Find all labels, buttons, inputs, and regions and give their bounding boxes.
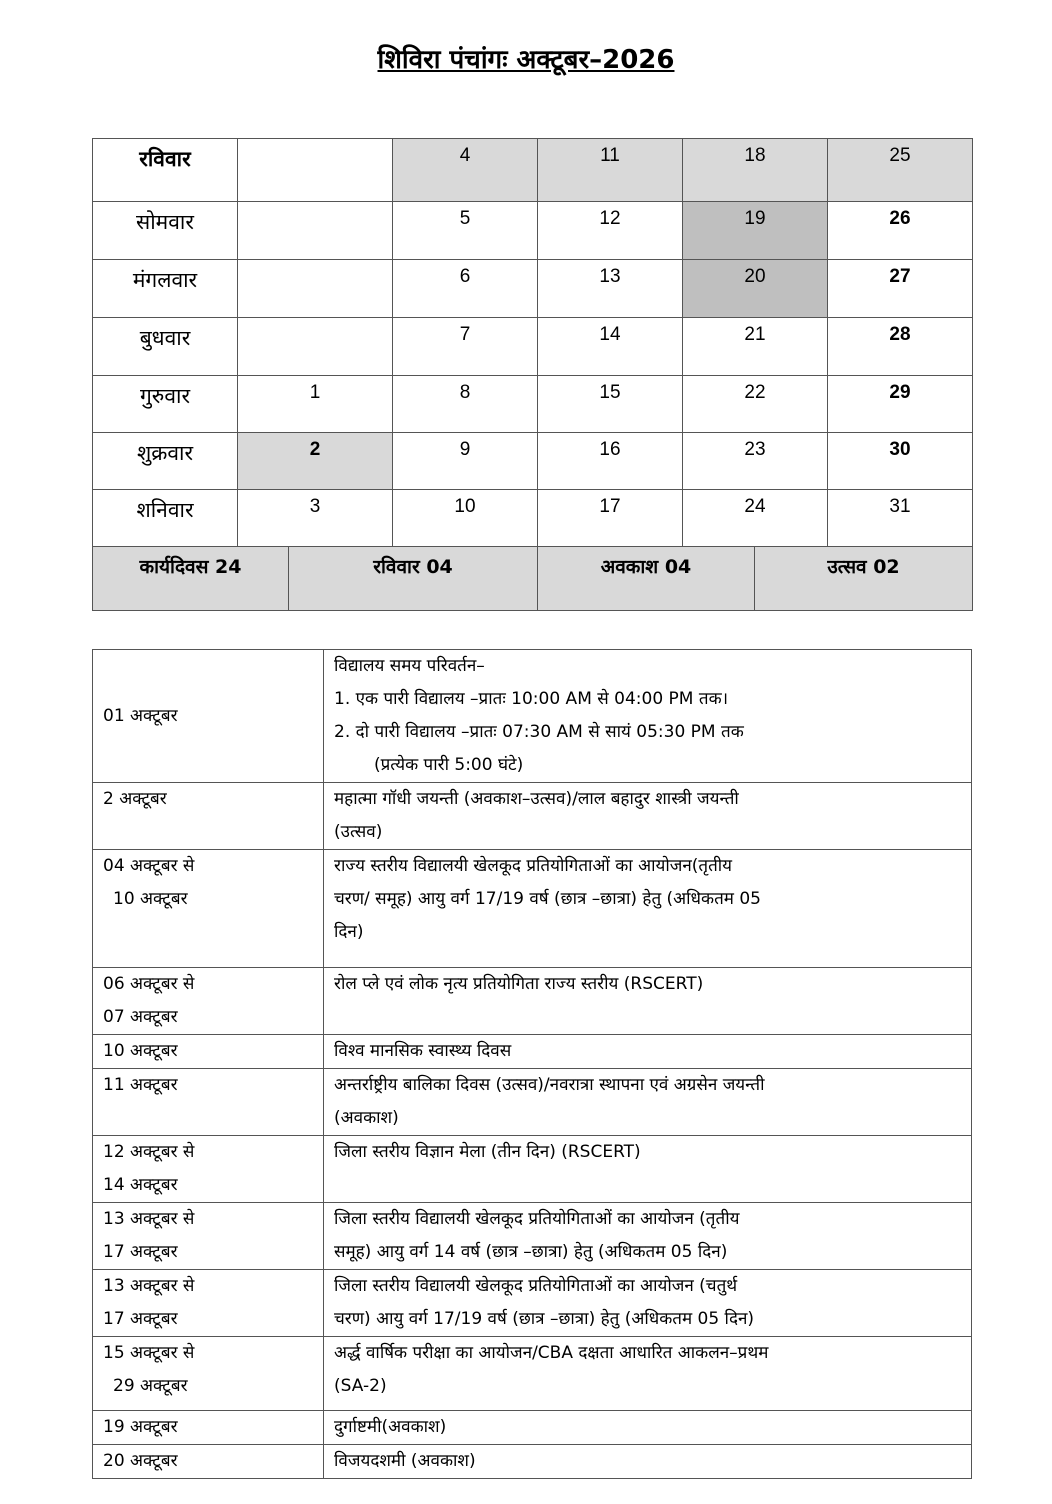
calendar-date-cell xyxy=(238,202,393,260)
event-row xyxy=(93,1035,972,1069)
calendar-date-cell: 19 xyxy=(683,202,828,260)
calendar-date-cell: 17 xyxy=(538,490,683,547)
weekday-label: शनिवार xyxy=(93,490,238,547)
event-description xyxy=(324,1411,972,1445)
calendar-date-cell: 13 xyxy=(538,260,683,318)
event-date-line: 19 अक्टूबर xyxy=(103,1417,178,1437)
calendar-row xyxy=(93,318,973,376)
calendar-date-cell: 23 xyxy=(683,433,828,490)
calendar-date-cell: 27 xyxy=(828,260,973,318)
calendar-date-cell: 2 xyxy=(238,433,393,490)
event-row xyxy=(93,1203,972,1270)
event-description-line: 2. दो पारी विद्यालय –प्रातः 07:30 AM से सायं 05:30 PM तक xyxy=(334,722,744,742)
event-date-line: 04 अक्टूबर से xyxy=(103,856,195,876)
calendar-date-cell: 18 xyxy=(683,139,828,202)
event-description-line: चरण/ समूह) आयु वर्ग 17/19 वर्ष (छात्र –छात्रा) हेतु (अधिकतम 05 xyxy=(334,889,761,909)
calendar-date-cell: 4 xyxy=(393,139,538,202)
event-date xyxy=(93,650,324,783)
event-row xyxy=(93,1270,972,1337)
weekday-label: सोमवार xyxy=(93,202,238,260)
event-row xyxy=(93,968,972,1035)
event-date xyxy=(93,1445,324,1479)
event-description-line: दुर्गाष्टमी(अवकाश) xyxy=(334,1417,447,1437)
event-date-line: 17 अक्टूबर xyxy=(103,1309,178,1329)
event-date xyxy=(93,783,324,850)
weekday-label: बुधवार xyxy=(93,318,238,376)
event-description-line: विद्यालय समय परिवर्तन– xyxy=(334,656,485,676)
calendar-date-cell: 28 xyxy=(828,318,973,376)
calendar-date-cell: 1 xyxy=(238,376,393,433)
calendar-summary xyxy=(92,546,973,611)
calendar-date-cell: 26 xyxy=(828,202,973,260)
event-description-line: विजयदशमी (अवकाश) xyxy=(334,1451,476,1471)
calendar-date-cell xyxy=(238,260,393,318)
event-date xyxy=(93,1069,324,1136)
calendar-date-cell: 11 xyxy=(538,139,683,202)
event-date-line: 15 अक्टूबर से xyxy=(103,1343,195,1363)
summary-workdays: कार्यदिवस 24 xyxy=(93,547,289,611)
event-description-line: समूह) आयु वर्ग 14 वर्ष (छात्र –छात्रा) हेतु (अधिकतम 05 दिन) xyxy=(334,1242,728,1262)
event-date-line: 01 अक्टूबर xyxy=(103,705,178,726)
calendar-date-cell: 24 xyxy=(683,490,828,547)
event-description-line: अर्द्ध वार्षिक परीक्षा का आयोजन/CBA दक्षता आधारित आकलन–प्रथम xyxy=(334,1343,769,1363)
calendar-row xyxy=(93,433,973,490)
event-description xyxy=(324,1445,972,1479)
event-description-line: जिला स्तरीय विद्यालयी खेलकूद प्रतियोगिताओं का आयोजन (चतुर्थ xyxy=(334,1276,738,1296)
event-date-line: 13 अक्टूबर से xyxy=(103,1276,195,1296)
event-date-line: 12 अक्टूबर से xyxy=(103,1142,195,1162)
event-date-line: 07 अक्टूबर xyxy=(103,1007,178,1027)
summary-sundays: रविवार 04 xyxy=(289,547,538,611)
event-description-line: दिन) xyxy=(334,922,364,942)
weekday-label: मंगलवार xyxy=(93,260,238,318)
calendar-date-cell: 12 xyxy=(538,202,683,260)
calendar-date-cell xyxy=(238,318,393,376)
calendar-date-cell: 25 xyxy=(828,139,973,202)
calendar-date-cell: 9 xyxy=(393,433,538,490)
event-date xyxy=(93,1337,324,1411)
event-row xyxy=(93,850,972,968)
event-date xyxy=(93,1411,324,1445)
calendar-date-cell: 15 xyxy=(538,376,683,433)
event-date xyxy=(93,1203,324,1270)
event-date xyxy=(93,1035,324,1069)
calendar-date-cell xyxy=(238,139,393,202)
calendar-table xyxy=(92,138,973,547)
event-description-line: (प्रत्येक पारी 5:00 घंटे) xyxy=(374,755,524,775)
calendar-row xyxy=(93,376,973,433)
event-date xyxy=(93,1136,324,1203)
calendar-date-cell: 30 xyxy=(828,433,973,490)
event-description-line: जिला स्तरीय विद्यालयी खेलकूद प्रतियोगिताओं का आयोजन (तृतीय xyxy=(334,1209,740,1229)
event-description-line: महात्मा गॉधी जयन्ती (अवकाश–उत्सव)/लाल बहादुर शास्त्री जयन्ती xyxy=(334,789,739,809)
calendar-date-cell: 10 xyxy=(393,490,538,547)
event-description xyxy=(324,850,972,968)
weekday-label: गुरुवार xyxy=(93,376,238,433)
event-row xyxy=(93,1411,972,1445)
event-row xyxy=(93,1337,972,1411)
calendar-date-cell: 16 xyxy=(538,433,683,490)
calendar-date-cell: 5 xyxy=(393,202,538,260)
summary-holidays: अवकाश 04 xyxy=(538,547,755,611)
event-row xyxy=(93,1136,972,1203)
calendar-date-cell: 20 xyxy=(683,260,828,318)
calendar-row xyxy=(93,202,973,260)
event-date-line: 14 अक्टूबर xyxy=(103,1175,178,1195)
event-description-line: रोल प्ले एवं लोक नृत्य प्रतियोगिता राज्य स्तरीय (RSCERT) xyxy=(334,974,704,994)
calendar-row xyxy=(93,490,973,547)
events-table xyxy=(92,649,972,1479)
event-date xyxy=(93,1270,324,1337)
event-description-line: जिला स्तरीय विज्ञान मेला (तीन दिन) (RSCERT) xyxy=(334,1142,641,1162)
event-row xyxy=(93,650,972,783)
calendar-row xyxy=(93,260,973,318)
event-date-line: 20 अक्टूबर xyxy=(103,1451,178,1471)
event-description-line: राज्य स्तरीय विद्यालयी खेलकूद प्रतियोगिताओं का आयोजन(तृतीय xyxy=(334,856,733,876)
event-date-line: 17 अक्टूबर xyxy=(103,1242,178,1262)
calendar-date-cell: 14 xyxy=(538,318,683,376)
event-description-line: (अवकाश) xyxy=(334,1108,399,1128)
event-date-line: 13 अक्टूबर से xyxy=(103,1209,195,1229)
event-date-line: 10 अक्टूबर xyxy=(103,1041,178,1061)
event-description-line: चरण) आयु वर्ग 17/19 वर्ष (छात्र –छात्रा) हेतु (अधिकतम 05 दिन) xyxy=(334,1309,755,1329)
calendar-date-cell: 31 xyxy=(828,490,973,547)
page-title: शिविरा पंचांगः अक्टूबर–2026 xyxy=(377,45,675,75)
event-date-line: 11 अक्टूबर xyxy=(103,1075,178,1095)
weekday-label: रविवार xyxy=(93,139,238,202)
calendar-date-cell: 8 xyxy=(393,376,538,433)
event-row xyxy=(93,1445,972,1479)
calendar-date-cell: 29 xyxy=(828,376,973,433)
event-date xyxy=(93,968,324,1035)
calendar-date-cell: 7 xyxy=(393,318,538,376)
event-description-line: 1. एक पारी विद्यालय –प्रातः 10:00 AM से 04:00 PM तक। xyxy=(334,689,729,709)
weekday-label: शुक्रवार xyxy=(93,433,238,490)
calendar-date-cell: 6 xyxy=(393,260,538,318)
event-date xyxy=(93,850,324,968)
event-date-line: 29 अक्टूबर xyxy=(113,1376,188,1396)
event-date-line: 06 अक्टूबर से xyxy=(103,974,195,994)
event-description xyxy=(324,650,972,783)
summary-festivals: उत्सव 02 xyxy=(755,547,973,611)
event-row xyxy=(93,783,972,850)
event-description xyxy=(324,1203,972,1270)
calendar-date-cell: 3 xyxy=(238,490,393,547)
event-description xyxy=(324,1069,972,1136)
event-description-line: विश्व मानसिक स्वास्थ्य दिवस xyxy=(334,1041,512,1061)
event-description-line: अन्तर्राष्ट्रीय बालिका दिवस (उत्सव)/नवरात्रा स्थापना एवं अग्रसेन जयन्ती xyxy=(334,1075,765,1095)
event-description xyxy=(324,968,972,1035)
event-description xyxy=(324,1136,972,1203)
calendar-date-cell: 22 xyxy=(683,376,828,433)
event-description-line: (उत्सव) xyxy=(334,822,383,842)
event-row xyxy=(93,1069,972,1136)
event-description xyxy=(324,783,972,850)
event-description-line: (SA-2) xyxy=(334,1376,387,1396)
event-date-line: 2 अक्टूबर xyxy=(103,789,167,809)
calendar-date-cell: 21 xyxy=(683,318,828,376)
event-description xyxy=(324,1270,972,1337)
event-date-line: 10 अक्टूबर xyxy=(113,889,188,909)
event-description xyxy=(324,1035,972,1069)
event-description xyxy=(324,1337,972,1411)
calendar-row xyxy=(93,139,973,202)
